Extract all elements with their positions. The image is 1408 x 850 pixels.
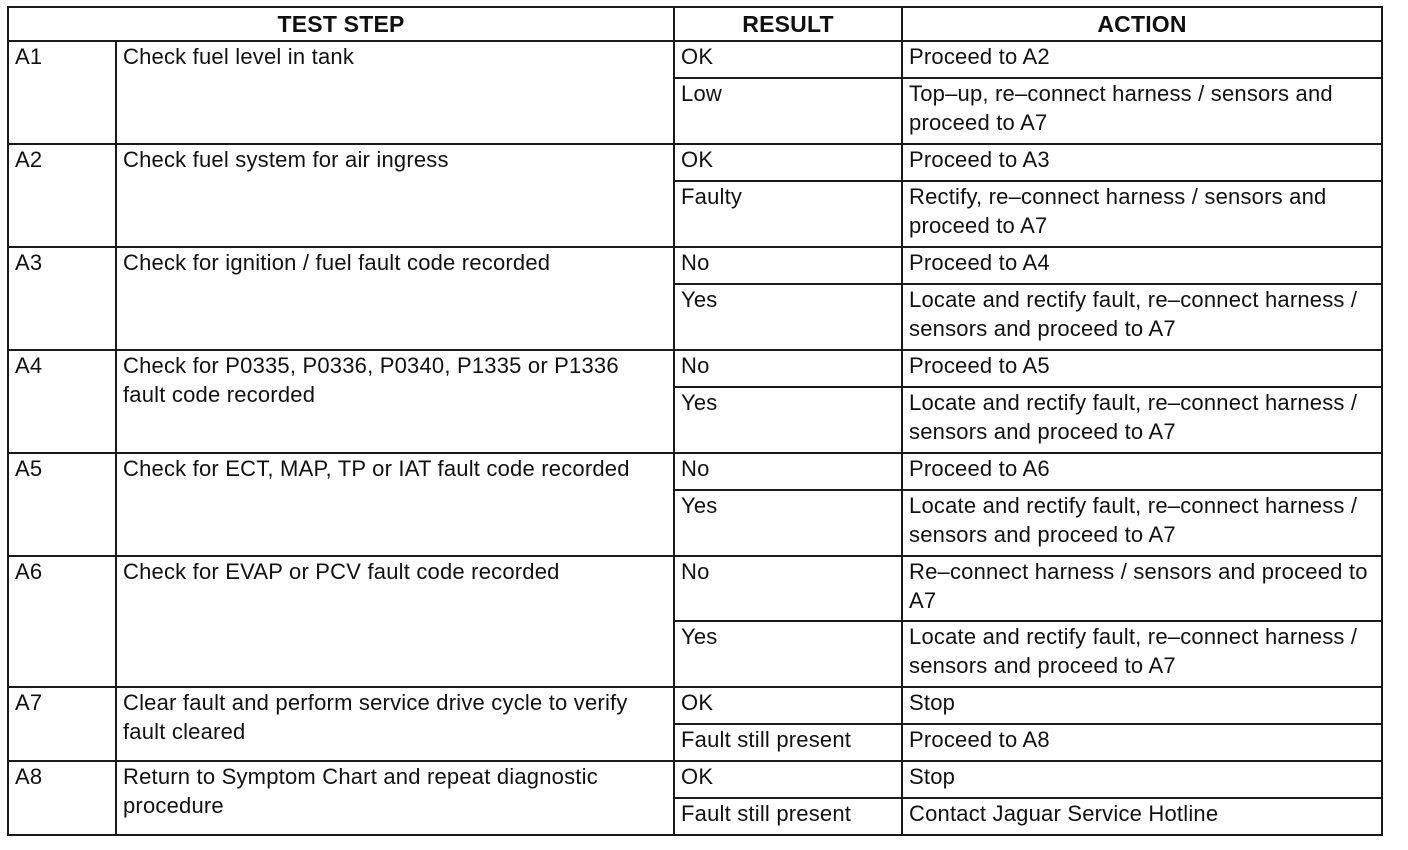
header-row <box>8 7 1382 41</box>
table-row <box>8 687 1382 724</box>
step-id: A8 <box>8 761 116 835</box>
result-cell: Fault still present <box>674 798 902 835</box>
step-id: A7 <box>8 687 116 761</box>
result-cell: OK <box>674 687 902 724</box>
table-row <box>8 453 1382 490</box>
result-cell: OK <box>674 41 902 78</box>
step-id: A6 <box>8 556 116 687</box>
action-cell: Locate and rectify fault, re–connect harness / sensors and proceed to A7 <box>902 490 1382 556</box>
step-description: Check for ECT, MAP, TP or IAT fault code recorded <box>116 453 674 556</box>
step-id: A5 <box>8 453 116 556</box>
header-test-step: TEST STEP <box>8 7 674 41</box>
step-description: Check fuel system for air ingress <box>116 144 674 247</box>
action-cell: Rectify, re–connect harness / sensors and proceed to A7 <box>902 181 1382 247</box>
result-cell: Low <box>674 78 902 144</box>
table-row <box>8 247 1382 284</box>
action-cell: Contact Jaguar Service Hotline <box>902 798 1382 835</box>
action-cell: Proceed to A4 <box>902 247 1382 284</box>
result-cell: Yes <box>674 621 902 687</box>
step-id: A1 <box>8 41 116 144</box>
action-cell: Proceed to A6 <box>902 453 1382 490</box>
step-id: A4 <box>8 350 116 453</box>
step-id: A3 <box>8 247 116 350</box>
result-cell: Yes <box>674 284 902 350</box>
table-row <box>8 761 1382 798</box>
result-cell: Yes <box>674 387 902 453</box>
table-row <box>8 41 1382 78</box>
table-row <box>8 144 1382 181</box>
result-cell: No <box>674 453 902 490</box>
action-cell: Proceed to A5 <box>902 350 1382 387</box>
step-description: Clear fault and perform service drive cycle to verify fault cleared <box>116 687 674 761</box>
action-cell: Stop <box>902 687 1382 724</box>
result-cell: No <box>674 350 902 387</box>
action-cell: Top–up, re–connect harness / sensors and proceed to A7 <box>902 78 1382 144</box>
header-result: RESULT <box>674 7 902 41</box>
result-cell: OK <box>674 144 902 181</box>
action-cell: Re–connect harness / sensors and proceed to A7 <box>902 556 1382 621</box>
step-description: Check for ignition / fuel fault code recorded <box>116 247 674 350</box>
table-row <box>8 350 1382 387</box>
result-cell: No <box>674 556 902 621</box>
action-cell: Locate and rectify fault, re–connect harness / sensors and proceed to A7 <box>902 621 1382 687</box>
step-description: Check for EVAP or PCV fault code recorded <box>116 556 674 687</box>
action-cell: Proceed to A2 <box>902 41 1382 78</box>
action-cell: Proceed to A3 <box>902 144 1382 181</box>
diagnostic-table <box>7 6 1383 836</box>
action-cell: Proceed to A8 <box>902 724 1382 761</box>
action-cell: Stop <box>902 761 1382 798</box>
action-cell: Locate and rectify fault, re–connect harness / sensors and proceed to A7 <box>902 387 1382 453</box>
header-action: ACTION <box>902 7 1382 41</box>
action-cell: Locate and rectify fault, re–connect harness / sensors and proceed to A7 <box>902 284 1382 350</box>
step-description: Check fuel level in tank <box>116 41 674 144</box>
step-description: Check for P0335, P0336, P0340, P1335 or P1336 fault code recorded <box>116 350 674 453</box>
table-row <box>8 556 1382 621</box>
step-description: Return to Symptom Chart and repeat diagnostic procedure <box>116 761 674 835</box>
result-cell: No <box>674 247 902 284</box>
result-cell: Fault still present <box>674 724 902 761</box>
result-cell: Faulty <box>674 181 902 247</box>
result-cell: Yes <box>674 490 902 556</box>
result-cell: OK <box>674 761 902 798</box>
step-id: A2 <box>8 144 116 247</box>
